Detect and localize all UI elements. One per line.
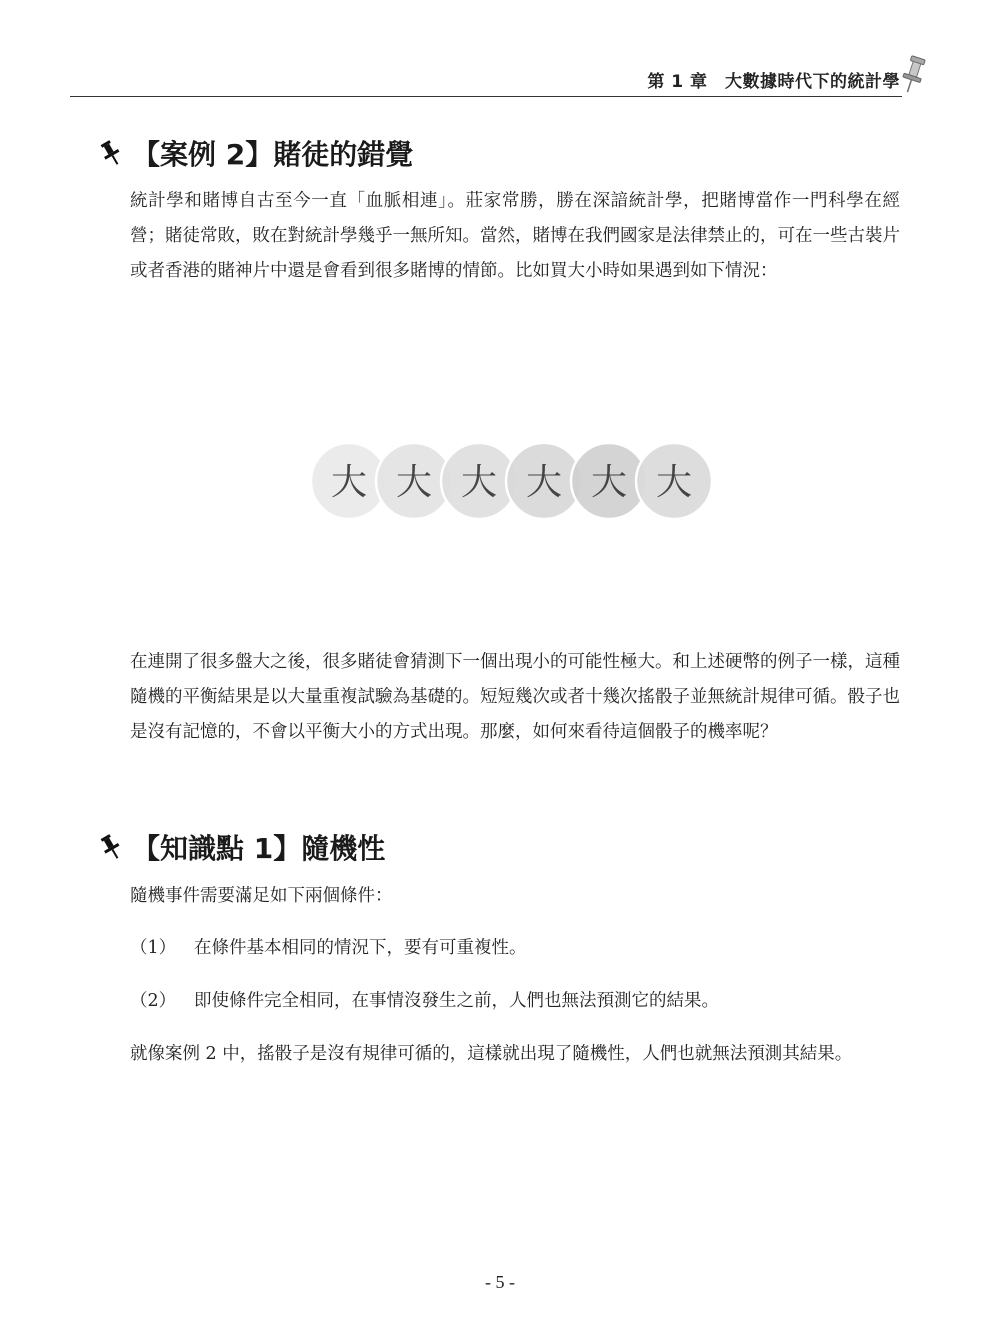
- condition-text: 在條件基本相同的情況下，要有可重複性。: [194, 938, 527, 958]
- dice-result-label: 大: [525, 462, 563, 503]
- case-followup-paragraph: 在連開了很多盤大之後，很多賭徒會猜測下一個出現小的可能性極大。和上述硬幣的例子一樣，這種隨機的平衡結果是以大量重複試驗為基礎的。短短幾次或者十幾次搖骰子並無統計規律可循。骰子也是沒有記憶的，不會以平衡大小的方式出現。那麼，如何來看待這個骰子的機率呢？: [130, 652, 900, 742]
- pushpin-icon: [900, 55, 926, 95]
- chapter-title: 第 1 章 大數據時代下的統計學: [647, 72, 900, 92]
- dice-result-label: 大: [460, 462, 498, 503]
- condition-number: （2）: [130, 991, 177, 1011]
- running-header: [70, 64, 902, 97]
- dice-result-label: 大: [655, 462, 693, 503]
- dice-result-circle: [636, 443, 712, 519]
- knowledge-heading: [100, 827, 385, 867]
- case-heading: [100, 133, 413, 173]
- dice-results-figure: [305, 436, 715, 526]
- page-number: - 5 -: [485, 1272, 515, 1292]
- knowledge-intro: 隨機事件需要滿足如下兩個條件：: [130, 886, 393, 906]
- condition-number: （1）: [130, 938, 177, 958]
- knowledge-heading-text: 【知識點 1】隨機性: [132, 832, 386, 865]
- pushpin-bullet-icon: [100, 139, 122, 167]
- condition-item: [130, 984, 719, 1019]
- dice-result-label: 大: [330, 462, 368, 503]
- dice-result-label: 大: [395, 462, 433, 503]
- condition-item: [130, 931, 527, 966]
- case-intro-paragraph: 統計學和賭博自古至今一直「血脈相連」。莊家常勝，勝在深諳統計學，把賭博當作一門科學在經營；賭徒常敗，敗在對統計學幾乎一無所知。當然，賭博在我們國家是法律禁止的，可在一些古裝片或者香港的賭神片中還是會看到很多賭博的情節。比如買大小時如果遇到如下情況：: [130, 191, 900, 281]
- case-heading-text: 【案例 2】賭徒的錯覺: [132, 138, 414, 171]
- pushpin-bullet-icon: [100, 833, 122, 861]
- dice-result-label: 大: [590, 462, 628, 503]
- condition-text: 即使條件完全相同，在事情沒發生之前，人們也無法預測它的結果。: [194, 991, 719, 1011]
- knowledge-conclusion: 就像案例 2 中，搖骰子是沒有規律可循的，這樣就出現了隨機性，人們也就無法預測其結果。: [130, 1044, 853, 1064]
